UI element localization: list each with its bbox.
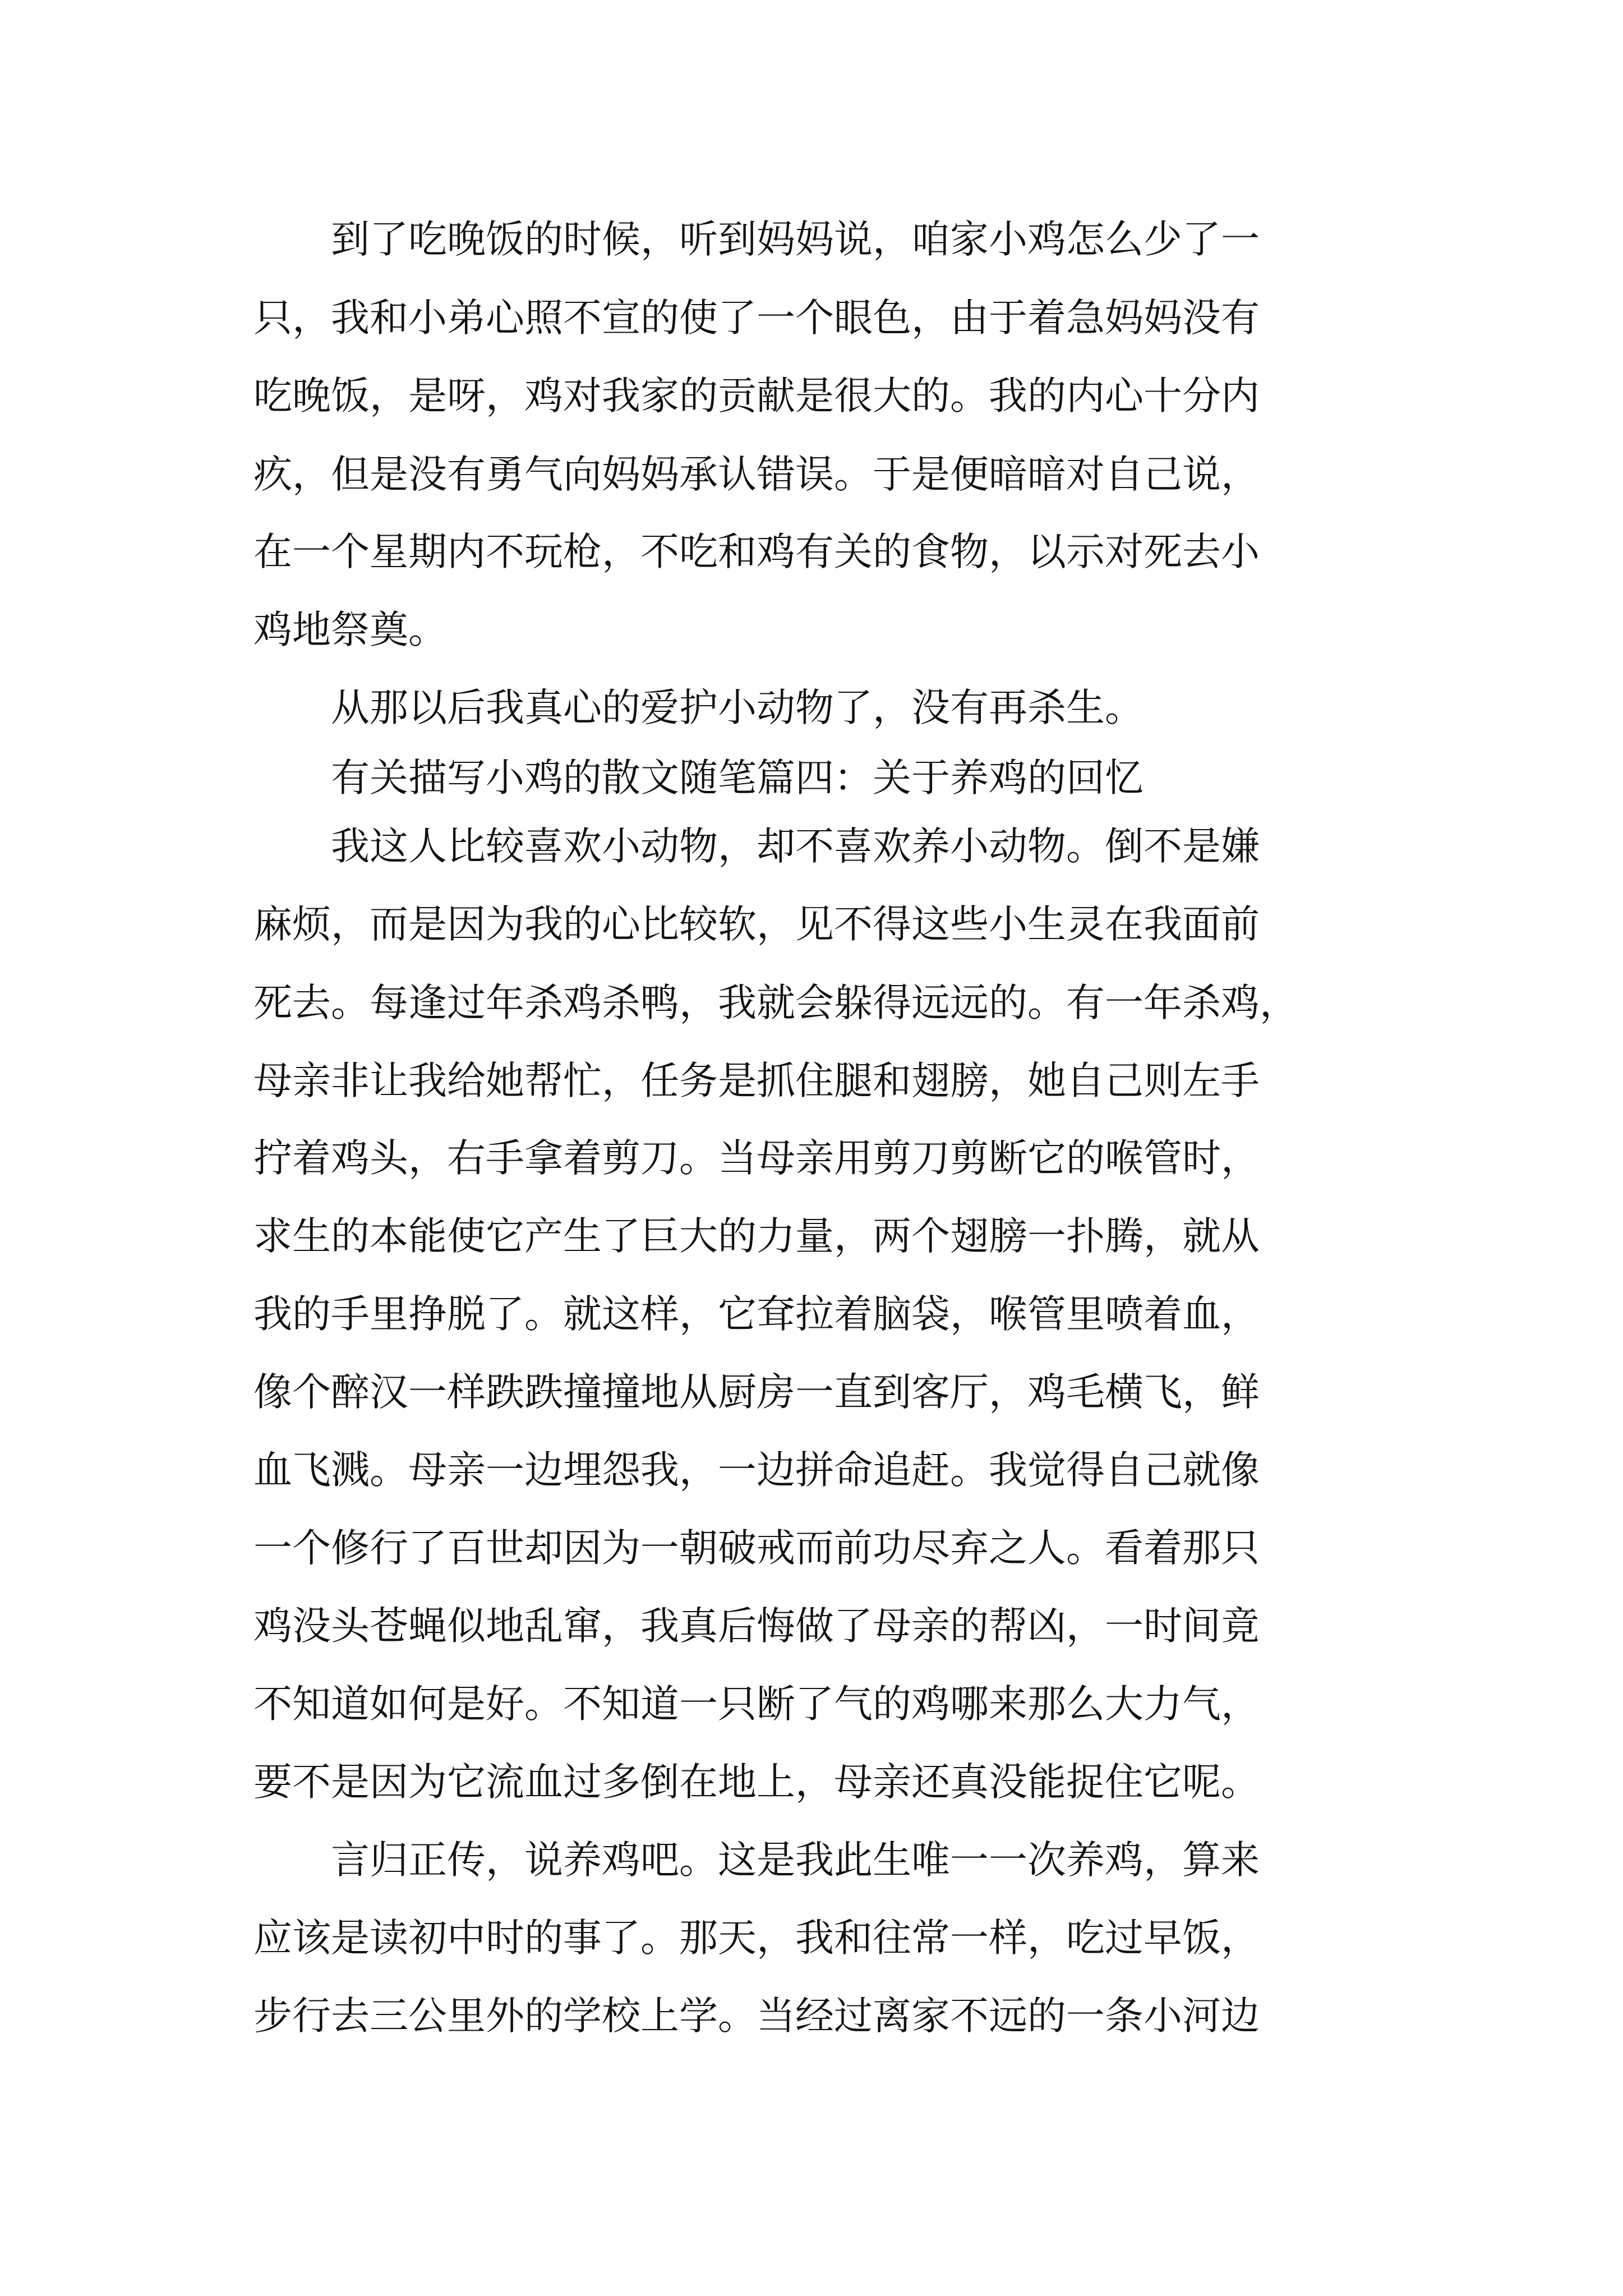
text-line: 从那以后我真心的爱护小动物了，没有再杀生。 <box>331 685 1144 730</box>
text-line: 步行去三公里外的学校上学。当经过离家不远的一条小河边 <box>253 1994 1260 2039</box>
text-line: 像个醉汉一样跌跌撞撞地从厨房一直到客厅，鸡毛横飞，鲜 <box>253 1370 1260 1415</box>
text-line: 麻烦，而是因为我的心比较软，见不得这些小生灵在我面前 <box>253 902 1260 947</box>
text-line: 不知道如何是好。不知道一只断了气的鸡哪来那么大力气， <box>253 1682 1260 1727</box>
text-line: 言归正传，说养鸡吧。这是我此生唯一一次养鸡，算来 <box>331 1838 1260 1883</box>
text-line: 母亲非让我给她帮忙，任务是抓住腿和翅膀，她自己则左手 <box>253 1059 1260 1103</box>
text-line: 只，我和小弟心照不宣的使了一个眼色，由于着急妈妈没有 <box>253 296 1260 341</box>
text-line: 要不是因为它流血过多倒在地上，母亲还真没能捉住它呢。 <box>253 1760 1260 1805</box>
text-line: 拧着鸡头，右手拿着剪刀。当母亲用剪刀剪断它的喉管时， <box>253 1136 1260 1181</box>
text-line: 应该是读初中时的事了。那天，我和往常一样，吃过早饭， <box>253 1916 1260 1961</box>
text-line: 死去。每逢过年杀鸡杀鸭，我就会躲得远远的。有一年杀鸡， <box>253 981 1298 1025</box>
text-line: 吃晚饭，是呀，鸡对我家的贡献是很大的。我的内心十分内 <box>253 374 1260 418</box>
text-line: 到了吃晚饭的时候，听到妈妈说，咱家小鸡怎么少了一 <box>331 217 1260 262</box>
text-line: 鸡没头苍蝇似地乱窜，我真后悔做了母亲的帮凶，一时间竟 <box>253 1604 1260 1649</box>
text-line: 我这人比较喜欢小动物，却不喜欢养小动物。倒不是嫌 <box>331 824 1260 869</box>
text-line: 求生的本能使它产生了巨大的力量，两个翅膀一扑腾，就从 <box>253 1214 1260 1259</box>
text-line: 鸡地祭奠。 <box>253 608 447 652</box>
text-line: 疚，但是没有勇气向妈妈承认错误。于是便暗暗对自己说， <box>253 452 1260 497</box>
text-line: 我的手里挣脱了。就这样，它耷拉着脑袋，喉管里喷着血， <box>253 1292 1260 1337</box>
text-line: 血飞溅。母亲一边埋怨我，一边拼命追赶。我觉得自己就像 <box>253 1448 1260 1493</box>
section-heading: 有关描写小鸡的散文随笔篇四：关于养鸡的回忆 <box>331 756 1144 800</box>
text-line: 在一个星期内不玩枪，不吃和鸡有关的食物，以示对死去小 <box>253 530 1260 574</box>
text-line: 一个修行了百世却因为一朝破戒而前功尽弃之人。看着那只 <box>253 1526 1260 1571</box>
